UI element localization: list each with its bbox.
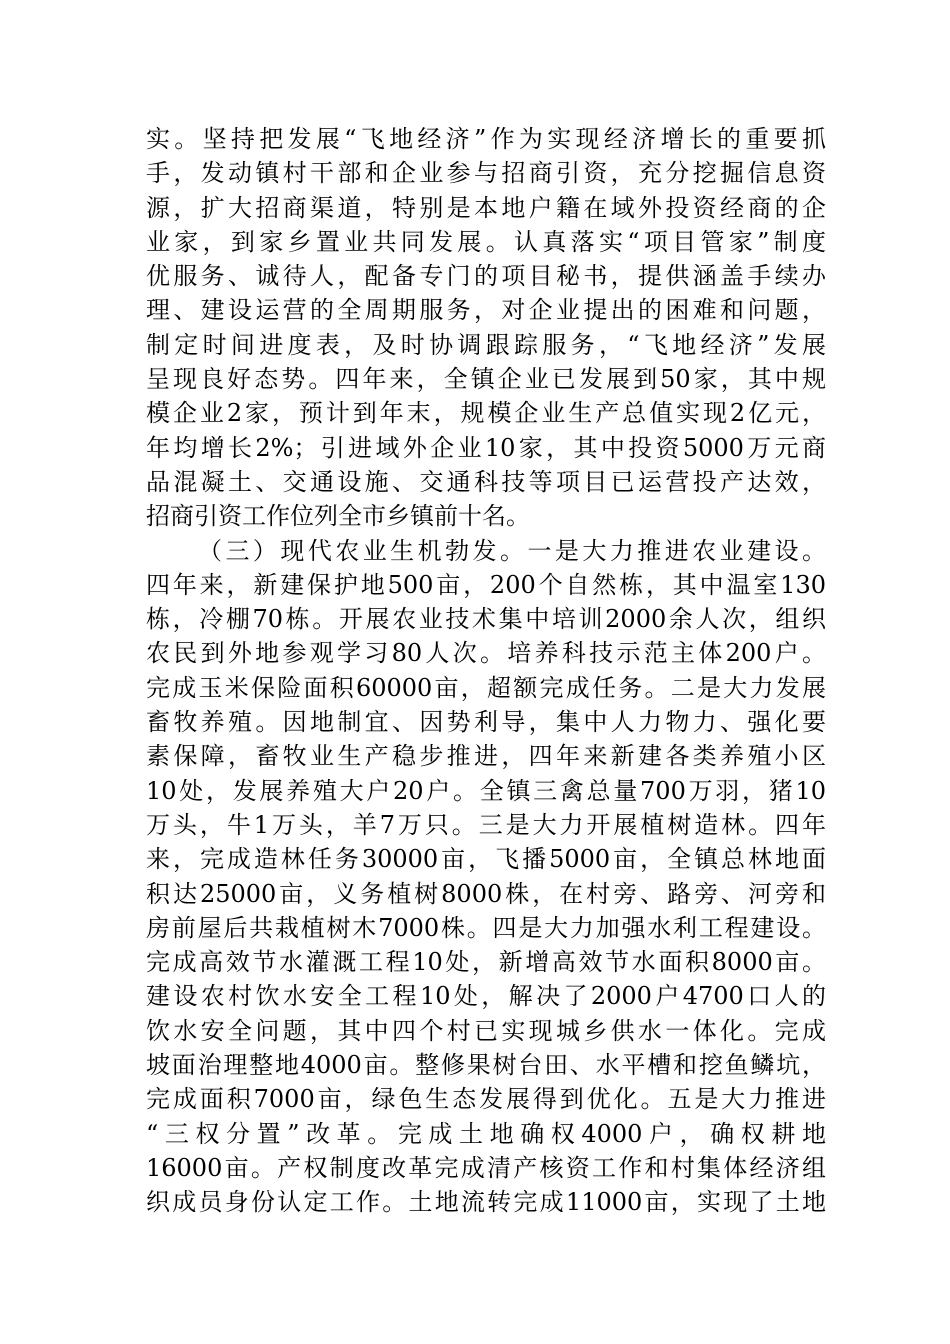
text-line: 万头，牛1万头，羊7万只。三是大力开展植树造林。四年: [146, 810, 826, 839]
body-text: [146, 122, 826, 1220]
text-line: 完成面积7000亩，绿色生态发展得到优化。五是大力推进: [146, 1085, 826, 1114]
text-line: 16000亩。产权制度改革完成清产核资工作和村集体经济组: [146, 1153, 826, 1182]
text-line: 实。坚持把发展“飞地经济”作为实现经济增长的重要抓: [146, 125, 826, 153]
text-line: 品混凝土、交通设施、交通科技等项目已运营投产达效，: [146, 467, 826, 496]
text-line: 素保障，畜牧业生产稳步推进，四年来新建各类养殖小区: [146, 742, 826, 771]
text-line: 织成员身份认定工作。土地流转完成11000亩，实现了土地: [146, 1188, 826, 1217]
text-line: “三权分置”改革。完成土地确权4000户，确权耕地: [146, 1119, 826, 1148]
text-line: 模企业2家，预计到年末，规模企业生产总值实现2亿元，: [146, 399, 826, 428]
text-line: 优服务、诚待人，配备专门的项目秘书，提供涵盖手续办: [146, 262, 826, 291]
text-line: 制定时间进度表，及时协调跟踪服务，“飞地经济”发展: [146, 330, 826, 359]
text-line: 栋，冷棚70栋。开展农业技术集中培训2000余人次，组织: [146, 605, 826, 634]
text-line: 完成玉米保险面积60000亩，超额完成任务。二是大力发展: [146, 673, 826, 702]
text-line: 完成高效节水灌溉工程10处，新增高效节水面积8000亩。: [146, 948, 826, 977]
text-line: 年均增长2%；引进域外企业10家，其中投资5000万元商: [146, 433, 826, 462]
text-line: 业家，到家乡置业共同发展。认真落实“项目管家”制度: [146, 227, 826, 256]
text-line: 10处，发展养殖大户20户。全镇三禽总量700万羽，猪10: [146, 776, 826, 805]
text-line: 源，扩大招商渠道，特别是本地户籍在域外投资经商的企: [146, 193, 826, 222]
text-line: 积达25000亩，义务植树8000株，在村旁、路旁、河旁和: [146, 879, 826, 908]
section-heading-line: （三）现代农业生机勃发。一是大力推进农业建设。: [198, 536, 826, 565]
text-line: 农民到外地参观学习80人次。培养科技示范主体200户。: [146, 639, 826, 668]
text-line: 饮水安全问题，其中四个村已实现城乡供水一体化。完成: [146, 1016, 826, 1045]
text-line: 坡面治理整地4000亩。整修果树台田、水平槽和挖鱼鳞坑，: [146, 1051, 826, 1080]
text-line: 畜牧养殖。因地制宜、因势利导，集中人力物力、强化要: [146, 708, 826, 737]
text-line: 手，发动镇村干部和企业参与招商引资，充分挖掘信息资: [146, 159, 826, 188]
text-line: 理、建设运营的全周期服务，对企业提出的困难和问题，: [146, 296, 826, 325]
text-line: 来，完成造林任务30000亩，飞播5000亩，全镇总林地面: [146, 845, 826, 874]
text-line: 招商引资工作位列全市乡镇前十名。: [146, 502, 530, 531]
text-line: 房前屋后共栽植树木7000株。四是大力加强水利工程建设。: [146, 913, 826, 942]
text-line: 呈现良好态势。四年来，全镇企业已发展到50家，其中规: [146, 365, 826, 394]
text-line: 建设农村饮水安全工程10处，解决了2000户4700口人的: [146, 982, 826, 1011]
text-line: 四年来，新建保护地500亩，200个自然栋，其中温室130: [146, 570, 826, 599]
